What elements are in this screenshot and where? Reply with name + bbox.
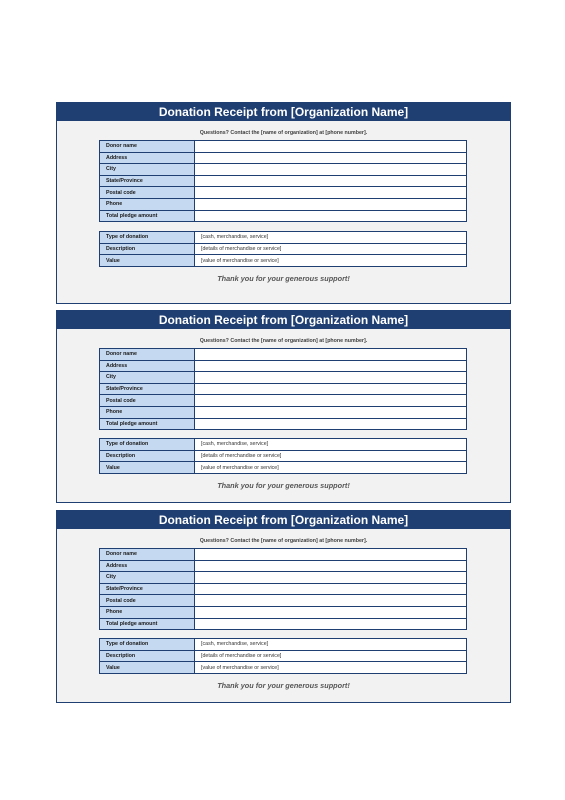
donor-name-label: Donor name <box>100 549 195 561</box>
donation-type-field[interactable]: [cash, merchandise, service] <box>195 232 467 244</box>
table-row <box>100 255 467 267</box>
description-label: Description <box>100 450 195 462</box>
donor-info-table <box>99 348 467 430</box>
description-field[interactable]: [details of merchandise or service] <box>195 650 467 662</box>
table-row <box>100 141 467 153</box>
value-label: Value <box>100 662 195 674</box>
donation-receipt-2 <box>56 310 511 503</box>
city-field[interactable] <box>195 164 467 176</box>
city-field[interactable] <box>195 372 467 384</box>
postal-code-field[interactable] <box>195 595 467 607</box>
table-row <box>100 198 467 210</box>
total-pledge-field[interactable] <box>195 618 467 630</box>
table-row <box>100 243 467 255</box>
total-pledge-field[interactable] <box>195 418 467 430</box>
donation-type-label: Type of donation <box>100 232 195 244</box>
donor-name-label: Donor name <box>100 141 195 153</box>
contact-line: Questions? Contact the [name of organization] at [phone number]. <box>199 538 368 544</box>
table-row <box>100 152 467 164</box>
table-row <box>100 450 467 462</box>
table-row <box>100 583 467 595</box>
contact-line: Questions? Contact the [name of organization] at [phone number]. <box>199 130 368 136</box>
phone-label: Phone <box>100 606 195 618</box>
address-field[interactable] <box>195 360 467 372</box>
table-row <box>100 560 467 572</box>
phone-field[interactable] <box>195 606 467 618</box>
phone-field[interactable] <box>195 198 467 210</box>
state-province-label: State/Province <box>100 583 195 595</box>
table-row <box>100 406 467 418</box>
postal-code-label: Postal code <box>100 187 195 199</box>
state-province-field[interactable] <box>195 583 467 595</box>
city-label: City <box>100 372 195 384</box>
donation-receipt-1 <box>56 102 511 304</box>
table-row <box>100 395 467 407</box>
address-field[interactable] <box>195 560 467 572</box>
table-row <box>100 383 467 395</box>
total-pledge-label: Total pledge amount <box>100 210 195 222</box>
donation-info-table <box>99 231 467 267</box>
donation-type-label: Type of donation <box>100 439 195 451</box>
address-label: Address <box>100 152 195 164</box>
table-row <box>100 187 467 199</box>
donation-info-table <box>99 438 467 474</box>
city-label: City <box>100 572 195 584</box>
contact-line: Questions? Contact the [name of organization] at [phone number]. <box>199 338 368 344</box>
table-row <box>100 662 467 674</box>
table-row <box>100 639 467 651</box>
table-row <box>100 164 467 176</box>
donation-type-field[interactable]: [cash, merchandise, service] <box>195 439 467 451</box>
postal-code-field[interactable] <box>195 187 467 199</box>
value-label: Value <box>100 462 195 474</box>
description-label: Description <box>100 243 195 255</box>
receipt-title: Donation Receipt from [Organization Name] <box>57 511 510 529</box>
donation-type-label: Type of donation <box>100 639 195 651</box>
value-field[interactable]: [value of merchandise or service] <box>195 662 467 674</box>
postal-code-label: Postal code <box>100 395 195 407</box>
table-row <box>100 595 467 607</box>
table-row <box>100 349 467 361</box>
receipt-title: Donation Receipt from [Organization Name] <box>57 103 510 121</box>
state-province-field[interactable] <box>195 175 467 187</box>
table-row <box>100 618 467 630</box>
total-pledge-label: Total pledge amount <box>100 418 195 430</box>
donation-receipt-3 <box>56 510 511 703</box>
table-row <box>100 372 467 384</box>
description-field[interactable]: [details of merchandise or service] <box>195 243 467 255</box>
table-row <box>100 439 467 451</box>
value-label: Value <box>100 255 195 267</box>
donor-info-table <box>99 548 467 630</box>
description-label: Description <box>100 650 195 662</box>
table-row <box>100 572 467 584</box>
city-field[interactable] <box>195 572 467 584</box>
table-row <box>100 462 467 474</box>
table-row <box>100 360 467 372</box>
address-label: Address <box>100 560 195 572</box>
thank-you-message: Thank you for your generous support! <box>217 680 350 690</box>
total-pledge-field[interactable] <box>195 210 467 222</box>
donor-name-field[interactable] <box>195 141 467 153</box>
total-pledge-label: Total pledge amount <box>100 618 195 630</box>
donor-name-field[interactable] <box>195 549 467 561</box>
phone-label: Phone <box>100 406 195 418</box>
phone-label: Phone <box>100 198 195 210</box>
table-row <box>100 549 467 561</box>
postal-code-label: Postal code <box>100 595 195 607</box>
postal-code-field[interactable] <box>195 395 467 407</box>
value-field[interactable]: [value of merchandise or service] <box>195 255 467 267</box>
table-row <box>100 210 467 222</box>
table-row <box>100 650 467 662</box>
table-row <box>100 232 467 244</box>
thank-you-message: Thank you for your generous support! <box>217 480 350 490</box>
city-label: City <box>100 164 195 176</box>
address-label: Address <box>100 360 195 372</box>
table-row <box>100 606 467 618</box>
table-row <box>100 418 467 430</box>
receipt-title: Donation Receipt from [Organization Name] <box>57 311 510 329</box>
donation-type-field[interactable]: [cash, merchandise, service] <box>195 639 467 651</box>
value-field[interactable]: [value of merchandise or service] <box>195 462 467 474</box>
phone-field[interactable] <box>195 406 467 418</box>
donor-name-field[interactable] <box>195 349 467 361</box>
donation-info-table <box>99 638 467 674</box>
thank-you-message: Thank you for your generous support! <box>217 273 350 283</box>
table-row <box>100 175 467 187</box>
state-province-field[interactable] <box>195 383 467 395</box>
description-field[interactable]: [details of merchandise or service] <box>195 450 467 462</box>
address-field[interactable] <box>195 152 467 164</box>
donor-name-label: Donor name <box>100 349 195 361</box>
state-province-label: State/Province <box>100 383 195 395</box>
donor-info-table <box>99 140 467 222</box>
state-province-label: State/Province <box>100 175 195 187</box>
